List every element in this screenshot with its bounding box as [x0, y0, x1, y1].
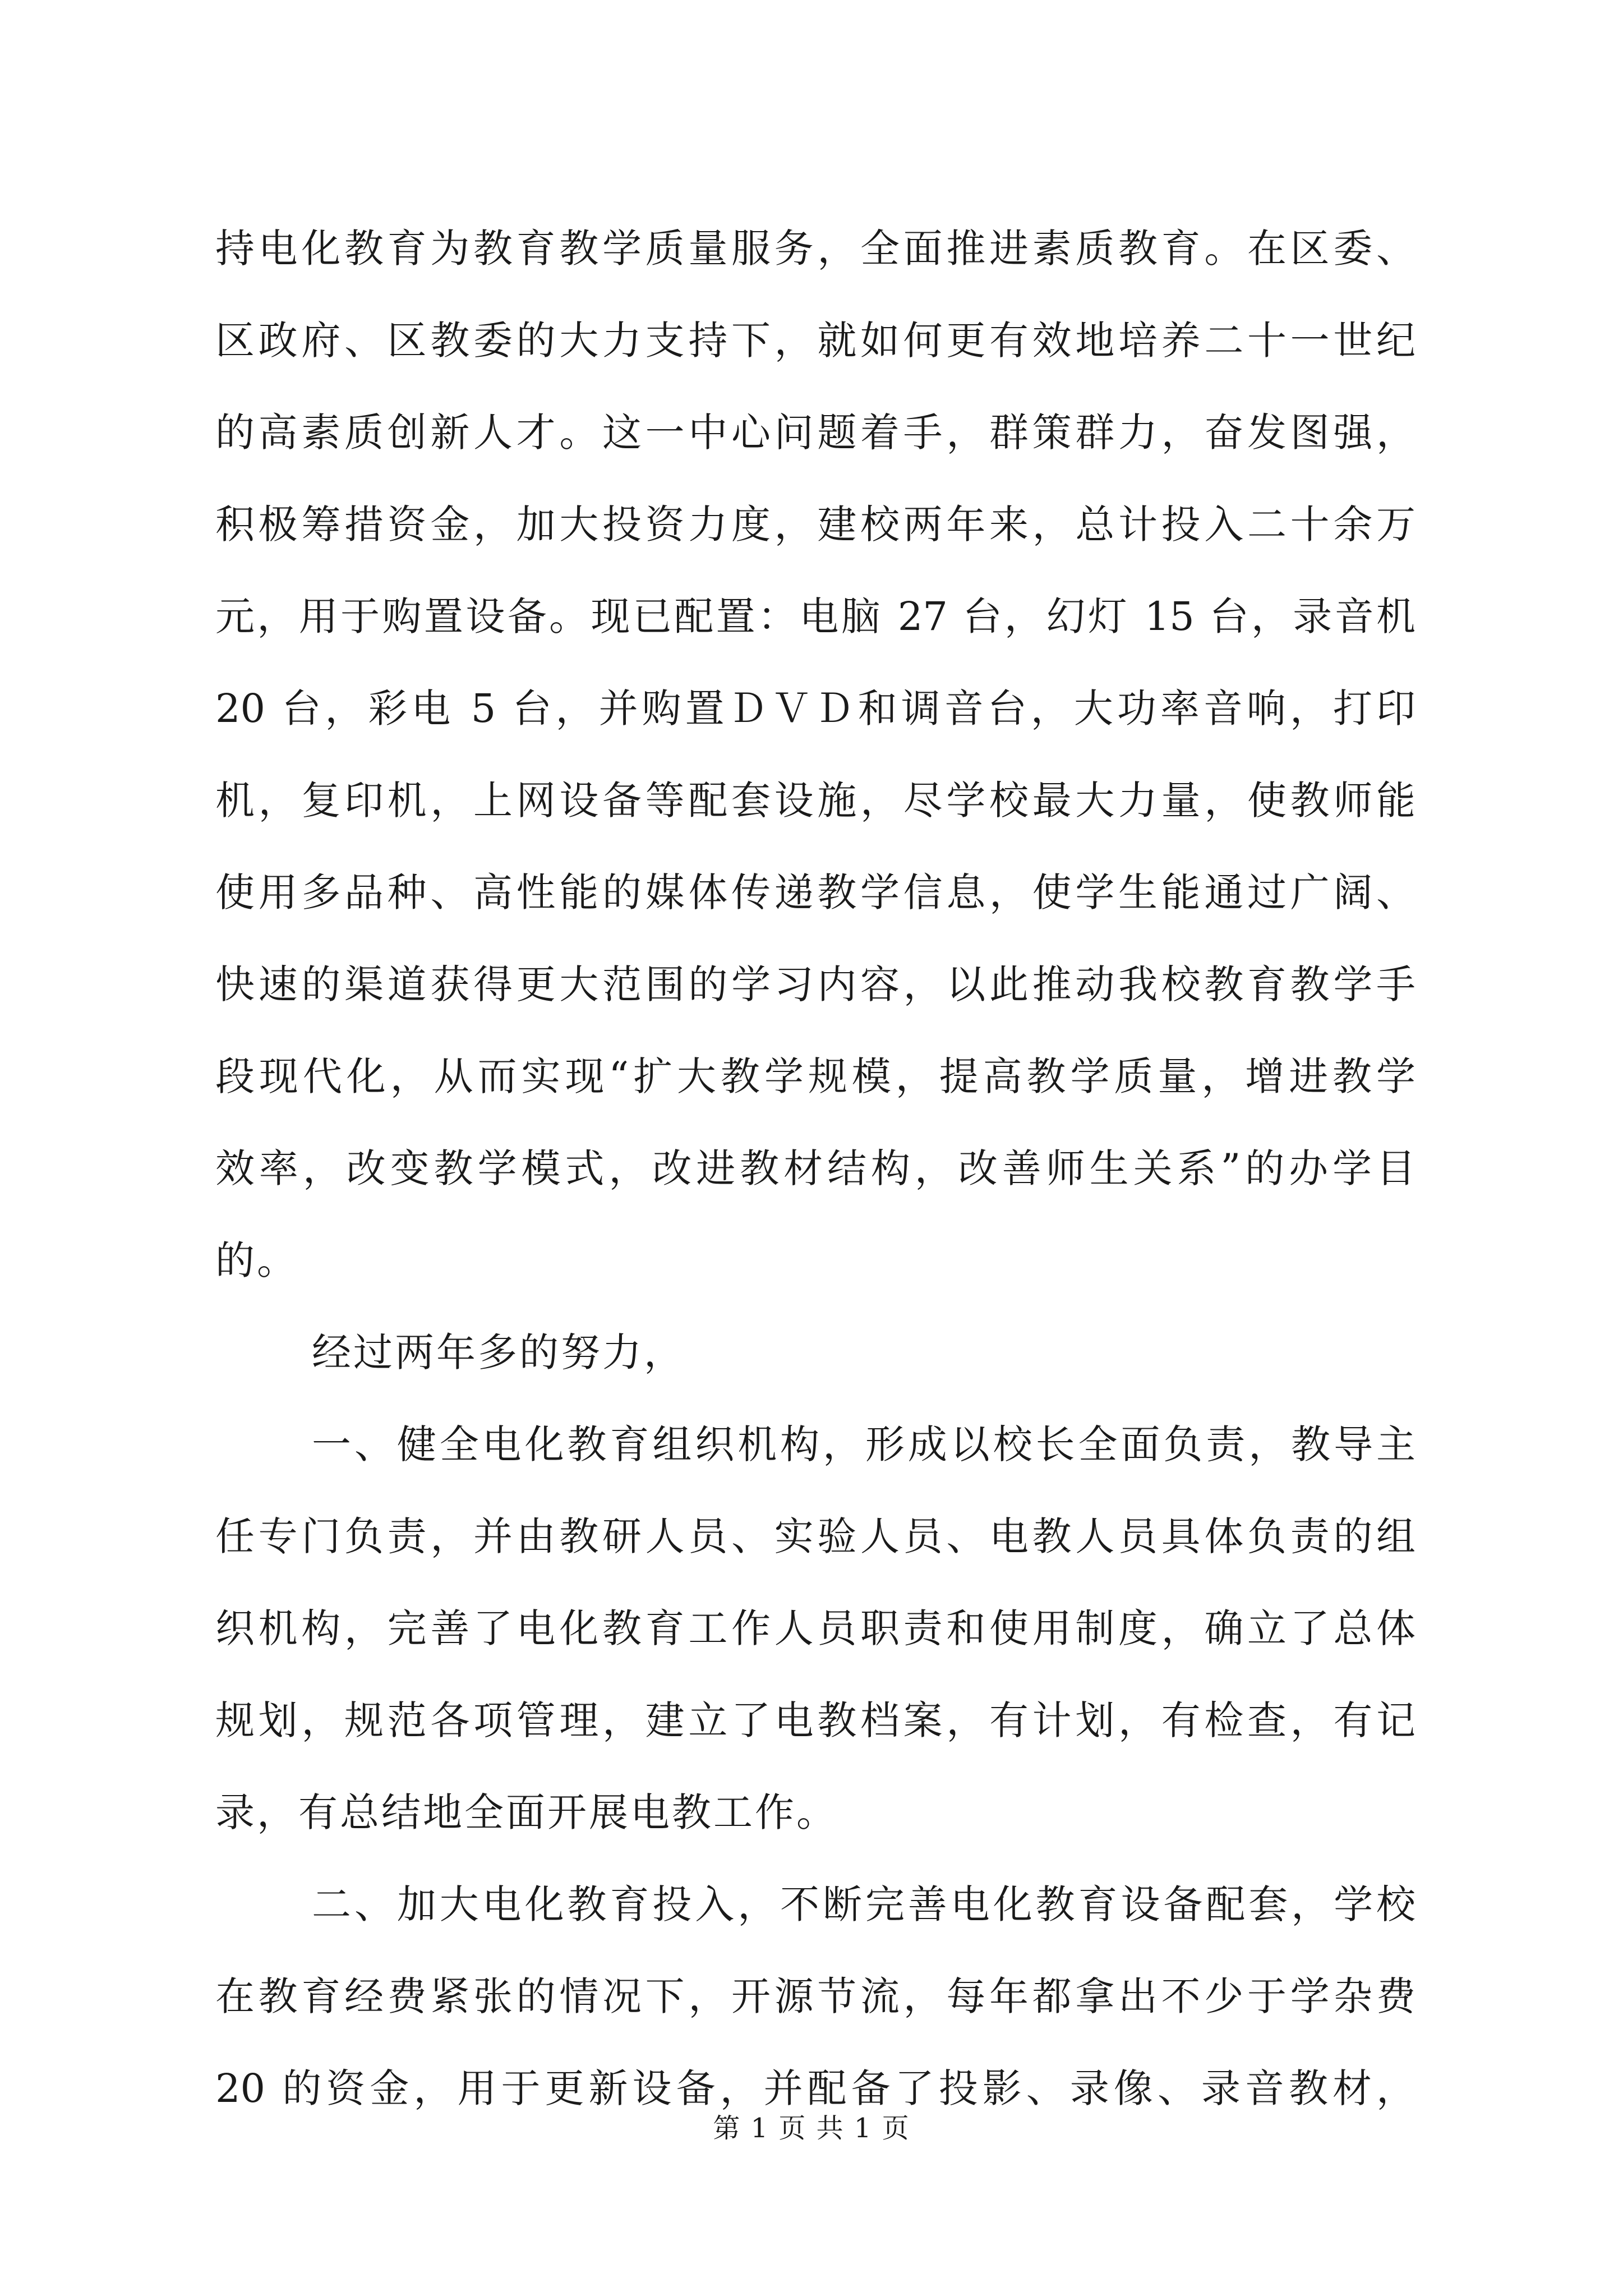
body-line: 录，有总结地全面开展电教工作。 — [215, 1789, 838, 1835]
body-line: 在教育经费紧张的情况下，开源节流，每年都拿出不少于学杂费 — [215, 1973, 1415, 2019]
body-line: 机，复印机，上网设备等配套设施，尽学校最大力量，使教师能 — [215, 777, 1415, 823]
body-line: 一、健全电化教育组织机构，形成以校长全面负责，教导主 — [312, 1421, 1415, 1467]
page-number-footer: 第 1 页 共 1 页 — [713, 2113, 910, 2144]
body-line: 规划，规范各项管理，建立了电教档案，有计划，有检查，有记 — [215, 1697, 1415, 1743]
body-line: 区政府、区教委的大力支持下，就如何更有效地培养二十一世纪 — [215, 318, 1415, 364]
body-line: 经过两年多的努力， — [312, 1329, 685, 1375]
body-line: 持电化教育为教育教学质量服务，全面推进素质教育。在区委、 — [215, 226, 1415, 272]
body-line: 元，用于购置设备。现已配置：电脑 27 台，幻灯 15 台，录音机 — [215, 593, 1415, 639]
body-line: 段现代化，从而实现“扩大教学规模，提高教学质量，增进教学 — [215, 1053, 1415, 1099]
body-line: 任专门负责，并由教研人员、实验人员、电教人员具体负责的组 — [215, 1513, 1415, 1559]
body-line: 积极筹措资金，加大投资力度，建校两年来，总计投入二十余万 — [215, 501, 1415, 547]
body-line: 20 台，彩电 5 台，并购置ＤＶＤ和调音台，大功率音响，打印 — [215, 685, 1415, 731]
body-line: 20 的资金，用于更新设备，并配备了投影、录像、录音教材， — [215, 2065, 1415, 2111]
body-line: 织机构，完善了电化教育工作人员职责和使用制度，确立了总体 — [215, 1605, 1415, 1651]
body-line: 快速的渠道获得更大范围的学习内容，以此推动我校教育教学手 — [215, 961, 1415, 1007]
body-line: 效率，改变教学模式，改进教材结构，改善师生关系”的办学目 — [215, 1145, 1415, 1191]
body-line: 使用多品种、高性能的媒体传递教学信息，使学生能通过广阔、 — [215, 869, 1415, 915]
body-line: 的。 — [215, 1237, 298, 1283]
body-line: 二、加大电化教育投入，不断完善电化教育设备配套，学校 — [312, 1881, 1415, 1927]
body-line: 的高素质创新人才。这一中心问题着手，群策群力，奋发图强， — [215, 409, 1415, 455]
